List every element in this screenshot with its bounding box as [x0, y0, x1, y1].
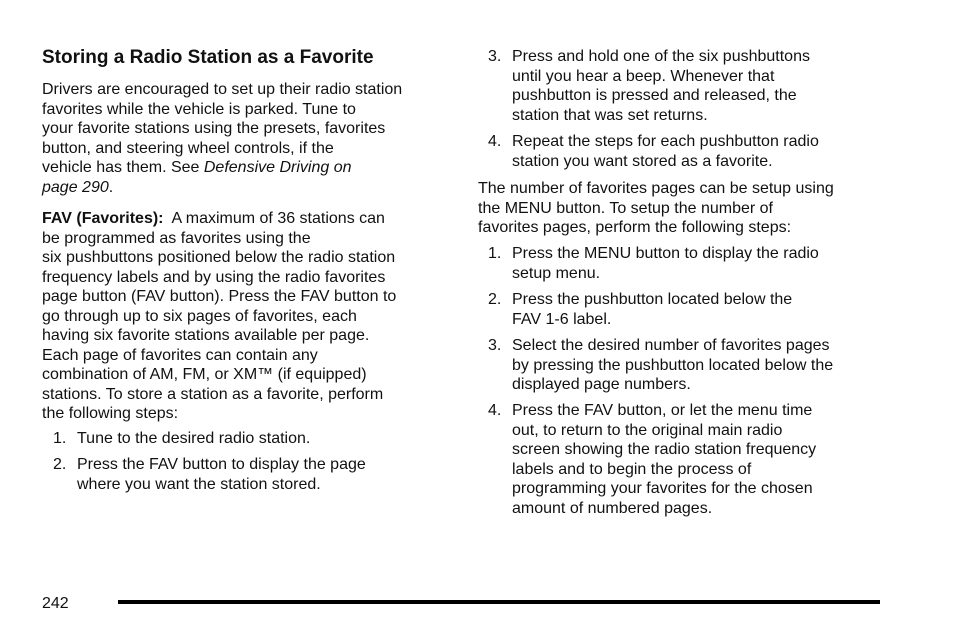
- step-line: pushbutton is pressed and released, the: [512, 87, 797, 104]
- step-number: 3.: [488, 337, 502, 354]
- fav-line: stations. To store a station as a favorite, perform: [42, 385, 384, 403]
- step-text: [512, 290, 792, 329]
- step-line: out, to return to the original main radio: [512, 421, 783, 439]
- step-line: Press and hold one of the six pushbuttons: [512, 48, 810, 65]
- step-line: programming your favorites for the chosen: [512, 480, 813, 497]
- footer-rule: [118, 600, 880, 604]
- step-number: 2.: [488, 291, 502, 308]
- fav-line: combination of AM, FM, or XM™ (if equipped): [42, 366, 367, 383]
- intro-line: your favorite stations using the presets, favorites: [42, 120, 386, 137]
- step-number: 1.: [53, 430, 67, 447]
- step-line: labels and to begin the process of: [512, 460, 752, 478]
- intro-line: button, and steering wheel controls, if the: [42, 139, 334, 157]
- step-line: Press the MENU button to display the radio: [512, 245, 819, 262]
- step-line: Press the pushbutton located below the: [512, 291, 793, 308]
- intro-line: favorites while the vehicle is parked. Tune to: [42, 100, 356, 118]
- step-text: [512, 47, 810, 125]
- step-line: setup menu.: [512, 264, 601, 282]
- intro-line: [42, 178, 402, 198]
- step-line: displayed page numbers.: [512, 376, 691, 393]
- section-heading: Storing a Radio Station as a Favorite: [42, 47, 374, 68]
- step-line: Repeat the steps for each pushbutton radio: [512, 133, 819, 150]
- step-line: where you want the station stored.: [77, 475, 321, 493]
- cross-reference: Defensive Driving on: [203, 159, 352, 176]
- step-line: FAV 1-6 label.: [512, 310, 612, 328]
- step-text: [512, 336, 833, 395]
- step-text: [512, 132, 819, 171]
- intro-line: [42, 158, 402, 178]
- fav-line: having six favorite stations available per page.: [42, 327, 370, 344]
- step-number: 3.: [488, 48, 502, 65]
- step-text: [77, 455, 366, 494]
- fav-line: page button (FAV button). Press the FAV button to: [42, 288, 397, 305]
- step-line: screen showing the radio station frequency: [512, 441, 817, 458]
- step-line: Select the desired number of favorites pages: [512, 337, 830, 354]
- step-text: [512, 401, 816, 518]
- step-line: Press the FAV button, or let the menu time: [512, 402, 813, 419]
- step-number: 1.: [488, 245, 502, 262]
- step-line: until you hear a beep. Whenever that: [512, 67, 775, 85]
- fav-line: [42, 209, 396, 229]
- step-line: station you want stored as a favorite.: [512, 152, 773, 170]
- step-line: station that was set returns.: [512, 106, 708, 124]
- step-text: [77, 429, 310, 449]
- step-line: Press the FAV button to display the page: [77, 456, 366, 473]
- step-number: 2.: [53, 456, 67, 473]
- fav-term: FAV (Favorites):: [42, 210, 164, 227]
- intro-text: vehicle has them. See: [42, 159, 204, 176]
- intro-text: .: [108, 178, 114, 196]
- step-line: Tune to the desired radio station.: [77, 430, 311, 447]
- fav-line: Each page of favorites can contain any: [42, 346, 318, 364]
- pages-line: The number of favorites pages can be setup using: [478, 180, 834, 197]
- pages-line: the MENU button. To setup the number of: [478, 199, 773, 217]
- page-number: 242: [42, 595, 69, 612]
- step-text: [512, 244, 819, 283]
- fav-line: frequency labels and by using the radio favorites: [42, 268, 386, 286]
- step-line: amount of numbered pages.: [512, 499, 713, 517]
- fav-line: six pushbuttons positioned below the radio station: [42, 249, 396, 266]
- fav-line: be programmed as favorites using the: [42, 229, 311, 247]
- intro-paragraph: [42, 80, 402, 197]
- fav-paragraph: [42, 209, 396, 424]
- fav-line: the following steps:: [42, 405, 179, 422]
- pages-line: favorites pages, perform the following steps:: [478, 219, 792, 236]
- fav-text: A maximum of 36 stations can: [163, 210, 385, 227]
- fav-line: go through up to six pages of favorites, each: [42, 307, 357, 325]
- step-number: 4.: [488, 133, 502, 150]
- pages-paragraph: [478, 179, 834, 238]
- step-line: by pressing the pushbutton located below the: [512, 356, 834, 374]
- step-number: 4.: [488, 402, 502, 419]
- cross-reference-page: page 290: [42, 178, 109, 196]
- intro-line: Drivers are encouraged to set up their radio station: [42, 81, 403, 98]
